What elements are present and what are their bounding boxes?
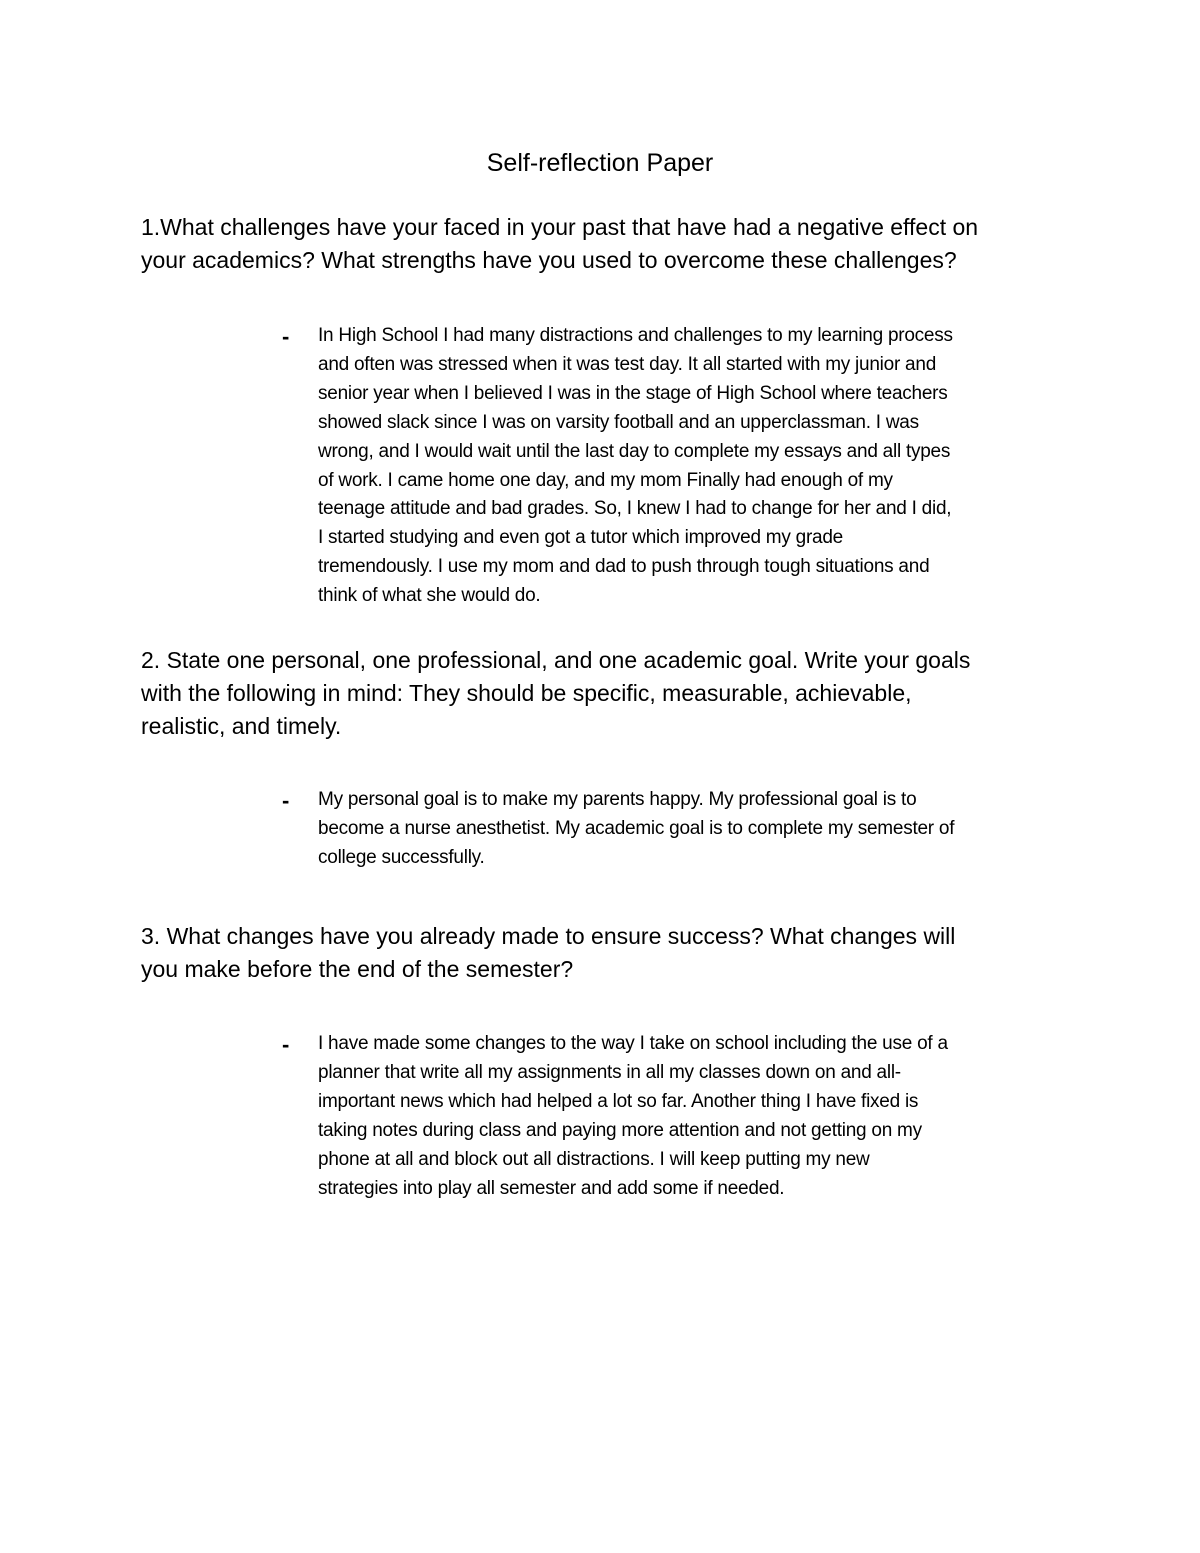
question-2: 2. State one personal, one professional, and one academic goal. Write your goals with the following in mind: They should be specific, measurable, achievable, realistic, and timely. (141, 647, 971, 739)
answer-3 (282, 1030, 1072, 1203)
question-3: 3. What changes have you already made to ensure success? What changes will you make before the end of the semester? (141, 923, 956, 982)
answer-2 (282, 786, 1072, 873)
answer-3-text: I have made some changes to the way I take on school including the use of a planner that write all my assignments in all my classes down on and all- important news which had helped a lot so far. Another thing I have fixed is taking notes during class and paying more attention and not getting on my phone at all and block out all distractions. I will keep putting my new strategies into play all semester and add some if needed. (318, 1033, 948, 1199)
bullet-dash: - (282, 788, 290, 813)
answer-2-text: My personal goal is to make my parents happy. My professional goal is to become a nurse anesthetist. My academic goal is to complete my semester of college successfully. (318, 789, 955, 868)
answer-1 (282, 322, 1072, 611)
question-1: 1.What challenges have your faced in your past that have had a negative effect on your academics? What strengths have you used to overcome these challenges? (141, 214, 979, 273)
answer-1-text: In High School I had many distractions and challenges to my learning process and often was stressed when it was test day. It all started with my junior and senior year when I believed I was in the stage of High School where teachers showed slack since I was on varsity football and an upperclassman. I was wrong, and I would wait until the last day to complete my essays and all types of work. I came home one day, and my mom Finally had enough of my teenage attitude and bad grades. So, I knew I had to change for her and I did, I started studying and even got a tutor which improved my grade tremendously. I use my mom and dad to push through tough situations and think of what she would do. (318, 325, 953, 607)
bullet-dash: - (282, 324, 290, 349)
page-title: Self-reflection Paper (486, 149, 714, 177)
bullet-dash: - (282, 1032, 290, 1057)
